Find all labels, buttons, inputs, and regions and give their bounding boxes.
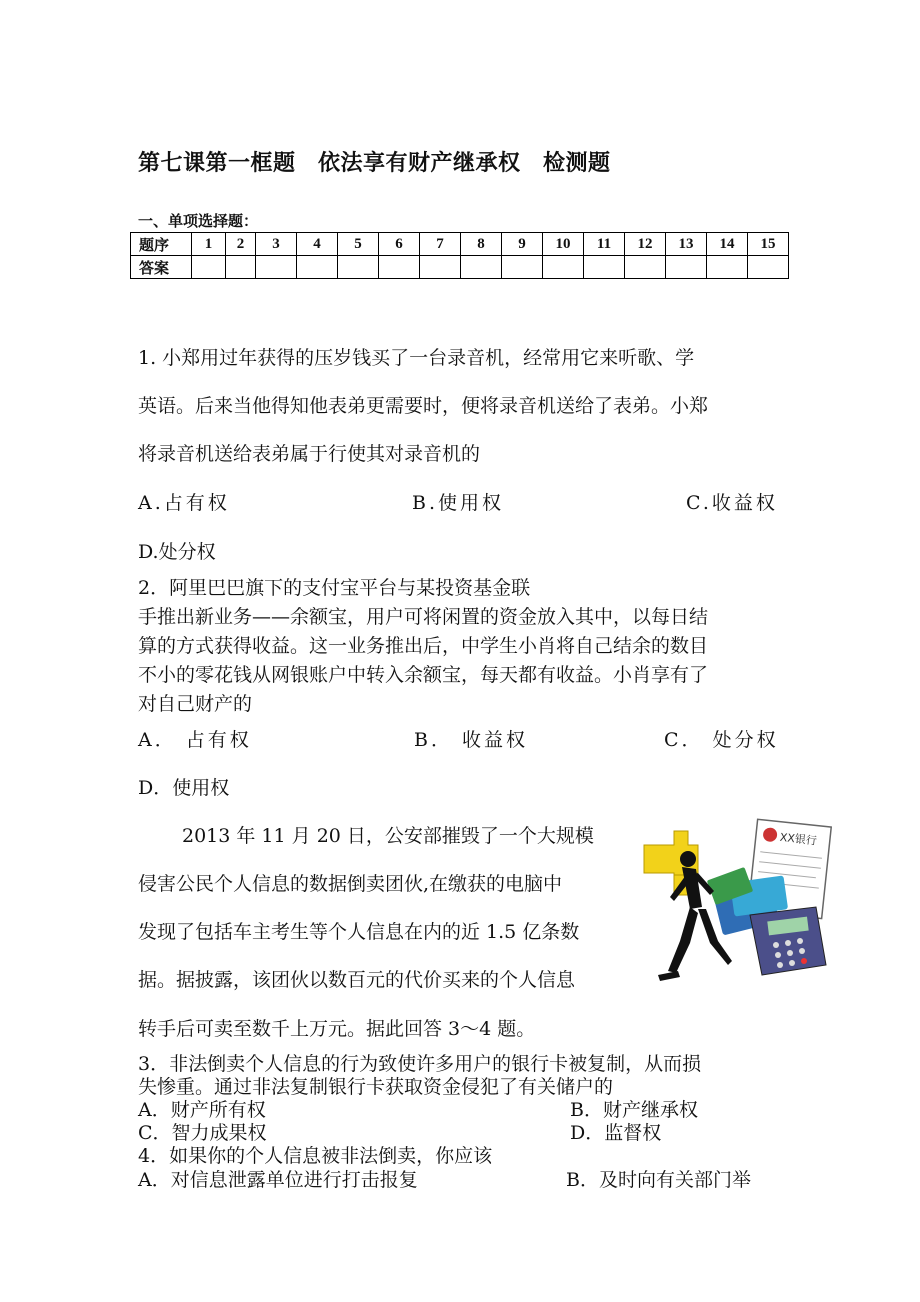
table-cell: 7 (420, 233, 461, 256)
answer-cell[interactable] (707, 256, 748, 279)
passage-line: 2013 年 11 月 20 日，公安部摧毁了一个大规模 (182, 825, 594, 847)
answer-cell[interactable] (666, 256, 707, 279)
table-cell: 11 (584, 233, 625, 256)
bank-name-text: XX银行 (779, 830, 818, 848)
q2-option-b[interactable]: B． 收益权 (414, 729, 529, 751)
passage-line: 发现了包括车主考生等个人信息在内的近 1.5 亿条数 (138, 921, 580, 943)
passage-line: 据。据披露，该团伙以数百元的代价买来的个人信息 (138, 969, 576, 991)
q3-option-a[interactable]: A．财产所有权 (138, 1099, 266, 1121)
table-cell: 5 (338, 233, 379, 256)
q1-line: 1. 小郑用过年获得的压岁钱买了一台录音机，经常用它来听歌、学 (138, 347, 695, 369)
answer-cell[interactable] (584, 256, 625, 279)
table-row (131, 233, 789, 256)
answer-cell[interactable] (625, 256, 666, 279)
q1-option-c[interactable]: C.收益权 (686, 492, 778, 514)
q4-option-b[interactable]: B．及时向有关部门举 (566, 1169, 751, 1191)
q3-option-d[interactable]: D．监督权 (570, 1122, 662, 1144)
table-cell: 8 (461, 233, 502, 256)
section-heading: 一、单项选择题： (138, 212, 259, 230)
answer-cell[interactable] (461, 256, 502, 279)
table-cell: 3 (256, 233, 297, 256)
passage-line: 转手后可卖至数千上万元。据此回答 3～4 题。 (138, 1018, 536, 1040)
answer-cell[interactable] (338, 256, 379, 279)
q1-line: 英语。后来当他得知他表弟更需要时，便将录音机送给了表弟。小郑 (138, 395, 709, 417)
q1-line: 将录音机送给表弟属于行使其对录音机的 (138, 443, 481, 465)
passage-line: 侵害公民个人信息的数据倒卖团伙,在缴获的电脑中 (138, 873, 563, 895)
answer-cell[interactable] (379, 256, 420, 279)
q2-option-a[interactable]: A． 占有权 (138, 729, 252, 751)
table-cell: 12 (625, 233, 666, 256)
q2-option-d[interactable]: D．使用权 (138, 777, 230, 799)
q1-option-d[interactable]: D.处分权 (138, 541, 216, 563)
q2-line: 2．阿里巴巴旗下的支付宝平台与某投资基金联 (138, 577, 531, 599)
table-cell: 4 (297, 233, 338, 256)
answer-cell[interactable] (192, 256, 226, 279)
answer-cell[interactable] (226, 256, 256, 279)
q4-option-a[interactable]: A．对信息泄露单位进行打击报复 (138, 1169, 418, 1191)
q2-line: 手推出新业务——余额宝，用户可将闲置的资金放入其中，以每日结 (138, 606, 709, 628)
q3-line: 失惨重。通过非法复制银行卡获取资金侵犯了有关储户的 (138, 1076, 614, 1098)
q4-stem: 4．如果你的个人信息被非法倒卖，你应该 (138, 1145, 493, 1167)
q1-option-b[interactable]: B.使用权 (412, 492, 505, 514)
answer-table (130, 232, 789, 279)
bank-card-theft-illustration (640, 815, 832, 985)
q3-option-b[interactable]: B．财产继承权 (570, 1099, 698, 1121)
q2-option-c[interactable]: C． 处分权 (664, 729, 779, 751)
answer-cell[interactable] (297, 256, 338, 279)
page-title: 第七课第一框题 依法享有财产继承权 检测题 (138, 151, 611, 176)
q3-option-c[interactable]: C．智力成果权 (138, 1122, 267, 1144)
table-cell: 6 (379, 233, 420, 256)
table-cell: 1 (192, 233, 226, 256)
table-cell: 15 (748, 233, 789, 256)
q2-line: 对自己财产的 (138, 693, 253, 715)
q2-line: 不小的零花钱从网银账户中转入余额宝，每天都有收益。小肖享有了 (138, 664, 709, 686)
table-row (131, 256, 789, 279)
answer-cell[interactable] (502, 256, 543, 279)
answer-cell[interactable] (748, 256, 789, 279)
q1-option-a[interactable]: A.占有权 (138, 492, 230, 514)
q2-line: 算的方式获得收益。这一业务推出后，中学生小肖将自己结余的数目 (138, 635, 709, 657)
q3-line: 3．非法倒卖个人信息的行为致使许多用户的银行卡被复制，从而损 (138, 1053, 702, 1075)
table-cell: 14 (707, 233, 748, 256)
table-cell: 10 (543, 233, 584, 256)
table-cell: 9 (502, 233, 543, 256)
answer-cell[interactable] (543, 256, 584, 279)
table-header-cell: 答案 (131, 256, 192, 279)
answer-cell[interactable] (420, 256, 461, 279)
answer-cell[interactable] (256, 256, 297, 279)
table-cell: 13 (666, 233, 707, 256)
table-cell: 2 (226, 233, 256, 256)
table-header-cell: 题序 (131, 233, 192, 256)
